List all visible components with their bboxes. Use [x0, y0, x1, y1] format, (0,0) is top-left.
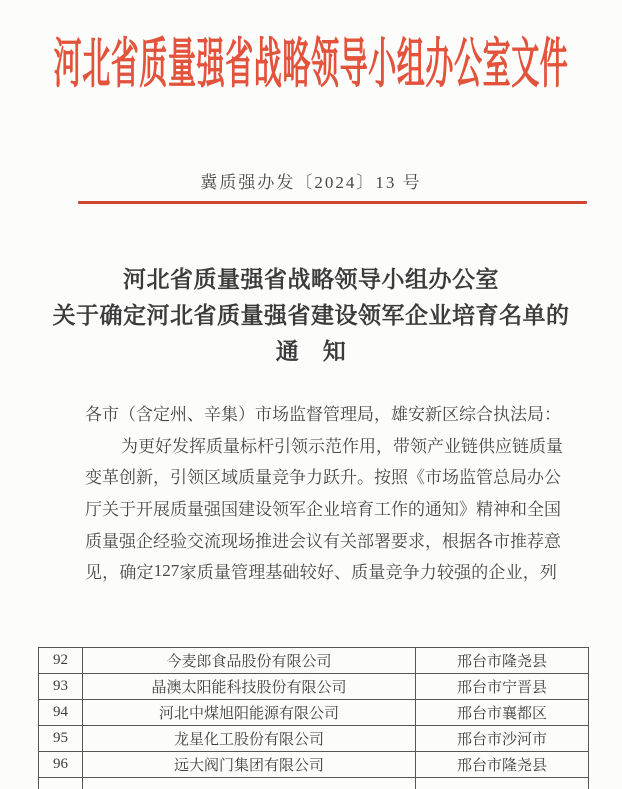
doc-number: 冀质强办发〔2024〕13 号 — [200, 173, 422, 192]
row-number-cell: 96 — [39, 752, 83, 778]
company-name-cell: 晶澳太阳能科技股份有限公司 — [83, 674, 416, 700]
body-line: 质 量 强 企 经 验 交 流 现 场 推 进 会 议 有 关 部 署 要 求 ， 根 据 各 市 推 荐 意 — [85, 531, 561, 551]
body-line: 为 更 好 发 挥 质 量 标 杆 引 领 示 范 作 用 ， 带 领 产 业 链 供 应 链 质 量 — [121, 436, 563, 456]
company-name-cell: 龙星化工股份有限公司 — [83, 726, 416, 752]
table-row — [39, 674, 589, 700]
company-name-cell: 今麦郎食品股份有限公司 — [83, 648, 416, 674]
body-line: 各 市 （ 含 定 州 、 辛 集 ） 市 场 监 督 管 理 局 ， 雄 安 新 区 综 合 执 法 局 ： — [85, 405, 561, 425]
body-text — [85, 397, 563, 587]
location-cell — [416, 778, 589, 789]
row-number-cell: 94 — [39, 700, 83, 726]
table-row-partial — [39, 778, 589, 789]
location-cell: 邢台市襄都区 — [416, 700, 589, 726]
company-name-cell — [83, 778, 416, 789]
notice-title-line-1: 河北省质量强省战略领导小组办公室 — [123, 267, 499, 292]
red-header-title: 河北省质量强省战略领导小组办公室文件 — [53, 34, 569, 94]
red-separator-line — [78, 201, 587, 204]
row-number-cell: 93 — [39, 674, 83, 700]
company-table — [38, 647, 589, 789]
location-cell: 邢台市隆尧县 — [416, 752, 589, 778]
notice-title-line-2: 关于确定河北省质量强省建设领军企业培育名单的 — [52, 303, 570, 328]
body-line: 变 革 创 新 ， 引 领 区 域 质 量 竞 争 力 跃 升 。 按 照 《 市 场 监 管 总 局 办 公 — [85, 468, 561, 488]
company-table-body — [39, 648, 589, 789]
table-row — [39, 752, 589, 778]
body-line: 厅 关 于 开 展 质 量 强 国 建 设 领 军 企 业 培 育 工 作 的 通 知 》 精 神 和 全 国 — [85, 500, 561, 520]
table-row — [39, 726, 589, 752]
company-name-cell: 河北中煤旭阳能源有限公司 — [83, 700, 416, 726]
red-header — [0, 33, 622, 95]
company-table-wrap — [38, 647, 588, 789]
table-row — [39, 648, 589, 674]
location-cell: 邢台市隆尧县 — [416, 648, 589, 674]
location-cell: 邢台市宁晋县 — [416, 674, 589, 700]
table-row — [39, 700, 589, 726]
notice-title — [30, 262, 592, 370]
notice-title-line-3: 通 知 — [275, 339, 347, 364]
row-number-cell — [39, 778, 83, 789]
body-line: 见 ， 确 定 127 家 质 量 管 理 基 础 较 好 、 质 量 竞 争 力 较 强 的 企 业 ， 列 — [85, 560, 557, 583]
row-number-cell: 92 — [39, 648, 83, 674]
location-cell: 邢台市沙河市 — [416, 726, 589, 752]
row-number-cell: 95 — [39, 726, 83, 752]
company-name-cell: 远大阀门集团有限公司 — [83, 752, 416, 778]
